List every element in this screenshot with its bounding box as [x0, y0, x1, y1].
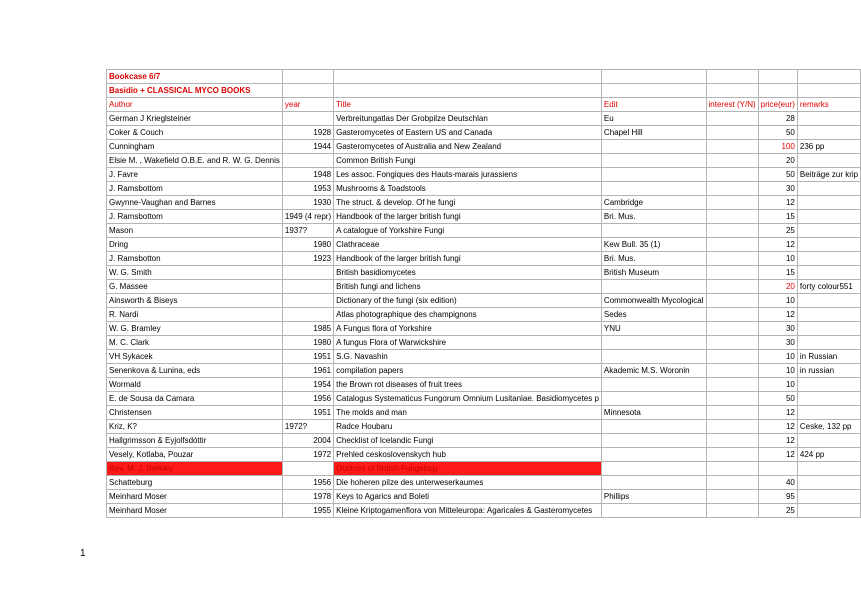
table-row: [107, 182, 861, 196]
cell-year: 1956: [282, 392, 333, 406]
cell-interest: [706, 490, 758, 504]
cell-price: 10: [758, 252, 797, 266]
cell-price: 12: [758, 196, 797, 210]
cell-author: Hallgrimsson & Eyjolfsdóttir: [107, 434, 283, 448]
cell-year: 1985: [282, 322, 333, 336]
cell-price: 50: [758, 168, 797, 182]
cell-interest: [706, 336, 758, 350]
cell-remarks: [797, 308, 860, 322]
cell-price: 10: [758, 378, 797, 392]
cell-year: 1930: [282, 196, 333, 210]
cell-year: 1937?: [282, 224, 333, 238]
cell-author: Cunningham: [107, 140, 283, 154]
table-row: [107, 280, 861, 294]
cell-remarks: forty colour551: [797, 280, 860, 294]
cell-author: J. Favre: [107, 168, 283, 182]
cell-edit: Eu: [601, 112, 706, 126]
cell-author: Vesely, Kotlaba, Pouzar: [107, 448, 283, 462]
cell-remarks: Beiträge zur krip: [797, 168, 860, 182]
cell-author: M. C. Clark: [107, 336, 283, 350]
cell-title: British fungi and lichens: [334, 280, 602, 294]
table-row: [107, 140, 861, 154]
cell-interest: [706, 434, 758, 448]
table-row: [107, 434, 861, 448]
cell-author: VH Sykacek: [107, 350, 283, 364]
cell-author: Meinhard Moser: [107, 490, 283, 504]
cell-price: 12: [758, 448, 797, 462]
cell-interest: [706, 308, 758, 322]
cell-title: Atlas photographique des champignons: [334, 308, 602, 322]
cell-edit: [601, 336, 706, 350]
cell-remarks: Ceske, 132 pp: [797, 420, 860, 434]
cell-author: Elsie M. , Wakefield O.B.E. and R. W. G. Dennis: [107, 154, 283, 168]
cell-title: Kleine Kriptogamenflora von Mitteleuropa: Agaricales & Gasteromycetes: [334, 504, 602, 518]
cell-author: Ainsworth & Biseys: [107, 294, 283, 308]
cell-edit: Akademic M.S. Woronin: [601, 364, 706, 378]
title-row: [107, 70, 861, 84]
cell-year: 1928: [282, 126, 333, 140]
cell-author: Christensen: [107, 406, 283, 420]
cell-interest: [706, 420, 758, 434]
cell-author: Coker & Couch: [107, 126, 283, 140]
cell-year: 2004: [282, 434, 333, 448]
cell-title: Prehled ceskoslovenskych hub: [334, 448, 602, 462]
table-row: [107, 448, 861, 462]
table-row: [107, 406, 861, 420]
subtitle-row: [107, 84, 861, 98]
cell-edit: [601, 476, 706, 490]
cell-edit: [601, 280, 706, 294]
book-table: [106, 69, 861, 518]
table-row: [107, 308, 861, 322]
cell-price: 20: [758, 154, 797, 168]
cell-edit: Commonwealth Mycological: [601, 294, 706, 308]
cell-edit: [601, 420, 706, 434]
cell-edit: Chapel Hill: [601, 126, 706, 140]
cell-interest: [706, 378, 758, 392]
cell-edit: [601, 462, 706, 476]
header-interest: interest (Y/N): [706, 98, 758, 112]
cell-remarks: [797, 112, 860, 126]
cell-title: Gasteromycetes of Eastern US and Canada: [334, 126, 602, 140]
cell-price: 40: [758, 476, 797, 490]
table-row: [107, 504, 861, 518]
cell-author: J. Ramsbottom: [107, 182, 283, 196]
cell-price: 12: [758, 406, 797, 420]
cell-edit: [601, 378, 706, 392]
cell-price: 28: [758, 112, 797, 126]
cell-remarks: in russian: [797, 364, 860, 378]
cell-price: 12: [758, 238, 797, 252]
cell-edit: Phillips: [601, 490, 706, 504]
cell-author: German J Krieglsteiner: [107, 112, 283, 126]
cell-title: S.G. Navashin: [334, 350, 602, 364]
cell-year: 1980: [282, 238, 333, 252]
cell-edit: YNU: [601, 322, 706, 336]
cell-title: Catalogus Systematicus Fungorum Omnium Lusitaniae. Basidiomycetes p: [334, 392, 602, 406]
cell-title: Dictionary of the fungi (six edition): [334, 294, 602, 308]
table-row: [107, 364, 861, 378]
cell-price: 12: [758, 308, 797, 322]
cell-author: Schatteburg: [107, 476, 283, 490]
cell-remarks: [797, 462, 860, 476]
table-row: [107, 196, 861, 210]
cell-year: 1972?: [282, 420, 333, 434]
cell-price: 95: [758, 490, 797, 504]
cell-title: The molds and man: [334, 406, 602, 420]
cell-price: [758, 462, 797, 476]
cell-title: Common British Fungi: [334, 154, 602, 168]
cell-interest: [706, 266, 758, 280]
table-row: [107, 322, 861, 336]
cell-edit: [601, 154, 706, 168]
cell-title: Handbook of the larger british fungi: [334, 210, 602, 224]
cell-edit: Minnesota: [601, 406, 706, 420]
cell-interest: [706, 294, 758, 308]
table-row: [107, 154, 861, 168]
cell-title: A Fungus flora of Yorkshire: [334, 322, 602, 336]
cell-edit: [601, 182, 706, 196]
cell-price: 50: [758, 392, 797, 406]
cell-author: E. de Sousa da Camara: [107, 392, 283, 406]
cell-remarks: [797, 434, 860, 448]
cell-remarks: [797, 224, 860, 238]
table-row: [107, 490, 861, 504]
cell-year: [282, 294, 333, 308]
cell-year: 1951: [282, 406, 333, 420]
header-remarks: remarks: [797, 98, 860, 112]
cell-interest: [706, 210, 758, 224]
cell-edit: [601, 140, 706, 154]
cell-edit: [601, 168, 706, 182]
cell-interest: [706, 504, 758, 518]
cell-remarks: [797, 476, 860, 490]
cell-edit: [601, 392, 706, 406]
table-row: [107, 210, 861, 224]
cell-year: 1949 (4 repr): [282, 210, 333, 224]
cell-price: 30: [758, 336, 797, 350]
cell-year: [282, 280, 333, 294]
cell-author: Rev. M. J. Berkley: [107, 462, 283, 476]
cell-interest: [706, 140, 758, 154]
cell-edit: Kew Bull. 35 (1): [601, 238, 706, 252]
table-row: [107, 462, 861, 476]
sheet-title: Bookcase 6/7: [107, 70, 283, 84]
cell-price: 15: [758, 210, 797, 224]
cell-interest: [706, 448, 758, 462]
cell-interest: [706, 392, 758, 406]
header-row: [107, 98, 861, 112]
cell-year: 1951: [282, 350, 333, 364]
header-author: Author: [107, 98, 283, 112]
cell-year: 1978: [282, 490, 333, 504]
cell-year: 1923: [282, 252, 333, 266]
cell-interest: [706, 476, 758, 490]
cell-price: 20: [758, 280, 797, 294]
table-row: [107, 294, 861, 308]
cell-remarks: [797, 336, 860, 350]
cell-price: 25: [758, 224, 797, 238]
cell-author: Wormald: [107, 378, 283, 392]
cell-year: 1955: [282, 504, 333, 518]
table-row: [107, 112, 861, 126]
cell-title: the Brown rot diseases of fruit trees: [334, 378, 602, 392]
cell-interest: [706, 196, 758, 210]
table-row: [107, 476, 861, 490]
cell-year: [282, 154, 333, 168]
cell-title: Clathraceae: [334, 238, 602, 252]
table-row: [107, 224, 861, 238]
table-row: [107, 266, 861, 280]
cell-author: Meinhard Moser: [107, 504, 283, 518]
cell-price: 12: [758, 434, 797, 448]
cell-interest: [706, 154, 758, 168]
cell-title: Keys to Agarics and Boleti: [334, 490, 602, 504]
cell-price: 12: [758, 420, 797, 434]
cell-remarks: [797, 210, 860, 224]
cell-remarks: [797, 196, 860, 210]
cell-price: 25: [758, 504, 797, 518]
cell-remarks: [797, 252, 860, 266]
table-row: [107, 378, 861, 392]
cell-title: A fungus Flora of Warwickshire: [334, 336, 602, 350]
cell-author: Gwynne-Vaughan and Barnes: [107, 196, 283, 210]
cell-remarks: [797, 238, 860, 252]
cell-year: 1956: [282, 476, 333, 490]
cell-year: 1948: [282, 168, 333, 182]
cell-year: 1980: [282, 336, 333, 350]
spreadsheet: [106, 69, 861, 518]
cell-price: 10: [758, 364, 797, 378]
cell-remarks: [797, 322, 860, 336]
header-edit: Edit: [601, 98, 706, 112]
cell-interest: [706, 182, 758, 196]
cell-interest: [706, 168, 758, 182]
cell-remarks: [797, 490, 860, 504]
cell-interest: [706, 126, 758, 140]
cell-year: 1972: [282, 448, 333, 462]
cell-price: 50: [758, 126, 797, 140]
cell-title: Mushrooms & Toadstools: [334, 182, 602, 196]
header-title: Title: [334, 98, 602, 112]
cell-price: 100: [758, 140, 797, 154]
cell-title: Handbook of the larger british fungi: [334, 252, 602, 266]
table-row: [107, 392, 861, 406]
cell-author: Senenkova & Lunina, eds: [107, 364, 283, 378]
table-row: [107, 252, 861, 266]
cell-price: 30: [758, 322, 797, 336]
cell-edit: [601, 224, 706, 238]
cell-author: J. Ramsbottom: [107, 210, 283, 224]
cell-price: 10: [758, 350, 797, 364]
cell-title: Les assoc. Fongiques des Hauts-marais jurassiens: [334, 168, 602, 182]
cell-year: [282, 462, 333, 476]
cell-interest: [706, 350, 758, 364]
cell-author: J. Ramsbotton: [107, 252, 283, 266]
cell-edit: British Museum: [601, 266, 706, 280]
cell-edit: Cambridge: [601, 196, 706, 210]
cell-interest: [706, 322, 758, 336]
cell-author: Dring: [107, 238, 283, 252]
header-year: year: [282, 98, 333, 112]
cell-edit: [601, 504, 706, 518]
cell-title: Die hoheren pilze des unterweserkaumes: [334, 476, 602, 490]
cell-remarks: [797, 154, 860, 168]
cell-author: Kriz, K?: [107, 420, 283, 434]
sheet-subtitle: Basidio + CLASSICAL MYCO BOOKS: [107, 84, 283, 98]
cell-remarks: [797, 392, 860, 406]
cell-author: G. Massee: [107, 280, 283, 294]
cell-title: Checklist of Icelandic Fungi: [334, 434, 602, 448]
cell-year: [282, 308, 333, 322]
cell-title: Outlines of British Fungology: [334, 462, 602, 476]
cell-remarks: [797, 378, 860, 392]
cell-remarks: [797, 504, 860, 518]
cell-remarks: in Russian: [797, 350, 860, 364]
cell-interest: [706, 406, 758, 420]
cell-interest: [706, 280, 758, 294]
cell-year: 1953: [282, 182, 333, 196]
cell-edit: Sedes: [601, 308, 706, 322]
cell-title: compilation papers: [334, 364, 602, 378]
cell-title: The struct. & develop. Of he fungi: [334, 196, 602, 210]
table-row: [107, 168, 861, 182]
cell-author: W. G. Bramley: [107, 322, 283, 336]
cell-title: British basidiomycetes: [334, 266, 602, 280]
cell-interest: [706, 224, 758, 238]
cell-title: Gasteromycetes of Australia and New Zealand: [334, 140, 602, 154]
cell-remarks: [797, 294, 860, 308]
cell-year: 1944: [282, 140, 333, 154]
cell-title: A catalogue of Yorkshire Fungi: [334, 224, 602, 238]
table-row: [107, 126, 861, 140]
cell-year: 1961: [282, 364, 333, 378]
cell-title: Radce Houbaru: [334, 420, 602, 434]
cell-year: [282, 266, 333, 280]
cell-edit: [601, 350, 706, 364]
cell-interest: [706, 238, 758, 252]
cell-author: R. Nardi: [107, 308, 283, 322]
table-row: [107, 420, 861, 434]
page-number: 1: [80, 548, 86, 559]
cell-edit: [601, 448, 706, 462]
cell-remarks: 424 pp: [797, 448, 860, 462]
cell-remarks: [797, 406, 860, 420]
cell-interest: [706, 462, 758, 476]
cell-remarks: 236 pp: [797, 140, 860, 154]
cell-price: 15: [758, 266, 797, 280]
header-price: price(eur): [758, 98, 797, 112]
cell-author: Mason: [107, 224, 283, 238]
cell-remarks: [797, 182, 860, 196]
table-row: [107, 238, 861, 252]
cell-interest: [706, 112, 758, 126]
cell-remarks: [797, 266, 860, 280]
cell-price: 30: [758, 182, 797, 196]
cell-edit: Bri. Mus.: [601, 210, 706, 224]
cell-edit: Bri. Mus.: [601, 252, 706, 266]
table-row: [107, 350, 861, 364]
cell-interest: [706, 364, 758, 378]
cell-title: Verbreitungatlas Der Grobpilze Deutschlan: [334, 112, 602, 126]
cell-year: 1954: [282, 378, 333, 392]
cell-price: 10: [758, 294, 797, 308]
cell-interest: [706, 252, 758, 266]
cell-author: W. G. Smith: [107, 266, 283, 280]
cell-remarks: [797, 126, 860, 140]
cell-year: [282, 112, 333, 126]
table-row: [107, 336, 861, 350]
cell-edit: [601, 434, 706, 448]
